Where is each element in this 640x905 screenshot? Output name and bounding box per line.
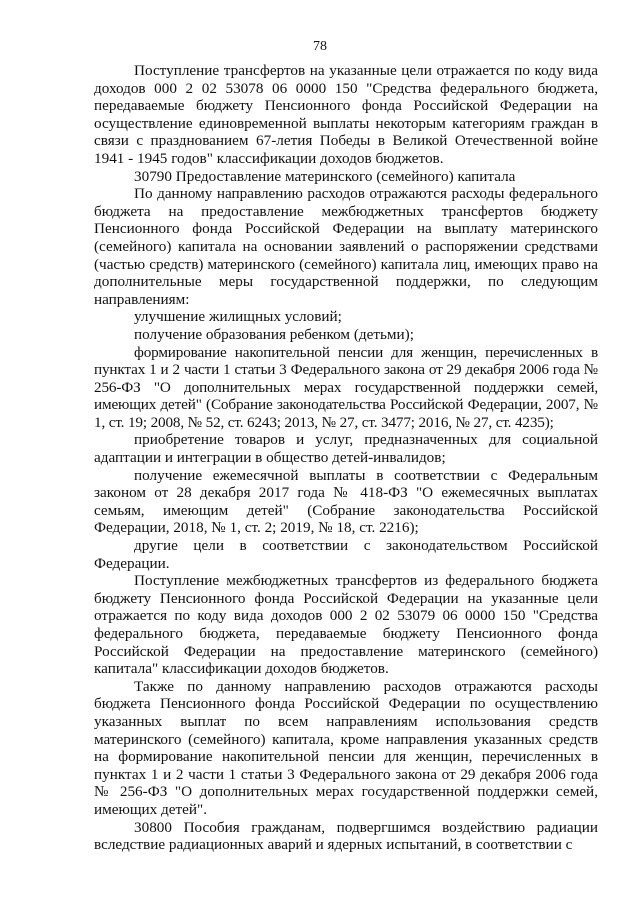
document-body [94, 62, 598, 854]
paragraph-transfer-income-67: Поступление трансфертов на указанные цели отражается по коду вида доходов 000 2 02 53078 06 0000 150 "Средства федерального бюджета, передаваемые бюджету Пенсионного фонда Российской Федерации на осуществление единовременной выплаты некоторым категориям граждан в связи с празднованием 67-летия Победы в Великой Отечественной войне 1941 - 1945 годов" классификации доходов бюджетов. [94, 62, 598, 167]
heading-30800: 30800 Пособия гражданам, подвергшимся воздействию радиации вследствие радиационных аварий и ядерных испытаний, в соответствии с [94, 818, 598, 854]
page-number: 78 [313, 39, 327, 54]
list-item-other-purposes: другие цели в соответствии с законодательством Российской Федерации. [94, 537, 598, 572]
list-item-housing: улучшение жилищных условий; [134, 308, 342, 326]
list-item-pension: формирование накопительной пенсии для женщин, перечисленных в пунктах 1 и 2 части 1 статьи 3 Федерального закона от 29 декабря 2006 года № 256-ФЗ "О дополнительных мерах государственной поддержки семей, имеющих детей" (Собрание законодательства Российской Федерации, 2007, № 1, ст. 19; 2008, № 52, ст. 6243; 2013, № 27, ст. 3477; 2016, № 27, ст. 4235); [94, 343, 598, 431]
paragraph-transfer-income-capital: Поступление межбюджетных трансфертов из федерального бюджета бюджету Пенсионного фонда Российской Федерации на указанные цели отражается по коду вида доходов 000 2 02 53079 06 0000 150 "Средства федерального бюджета, передаваемые бюджету Пенсионного фонда Российской Федерации на предоставление материнского (семейного) капитала" классификации доходов бюджетов. [94, 572, 598, 678]
list-item-disabled-children: приобретение товаров и услуг, предназначенных для социальной адаптации и интеграции в общество детей-инвалидов; [94, 431, 598, 467]
paragraph-pension-fund-expenses: Также по данному направлению расходов отражаются расходы бюджета Пенсионного фонда Российской Федерации по осуществлению указанных выплат по всем направлениям использования средств материнского (семейного) капитала, кроме направления указанных средств на формирование накопительной пенсии для женщин, перечисленных в пунктах 1 и 2 части 1 статьи 3 Федерального закона от 29 декабря 2006 года № 256-ФЗ "О дополнительных мерах государственной поддержки семей, имеющих детей". [94, 677, 598, 818]
paragraph-30790-description: По данному направлению расходов отражаются расходы федерального бюджета на предоставление межбюджетных трансфертов бюджету Пенсионного фонда Российской Федерации на выплату материнского (семейного) капитала на основании заявлений о распоряжении средствами (частью средств) материнского (семейного) капитала лиц, имеющих право на дополнительные меры государственной поддержки, по следующим направлениям: [94, 185, 598, 308]
list-item-education: получение образования ребенком (детьми); [134, 325, 414, 343]
heading-30790: 30790 Предоставление материнского (семейного) капитала [134, 167, 516, 185]
list-item-monthly-payment: получение ежемесячной выплаты в соответствии с Федеральным законом от 28 декабря 2017 года № 418-ФЗ "О ежемесячных выплатах семьям, имеющим детей" (Собрание законодательства Российской Федерации, 2018, № 1, ст. 2; 2019, № 18, ст. 2216); [94, 466, 598, 537]
